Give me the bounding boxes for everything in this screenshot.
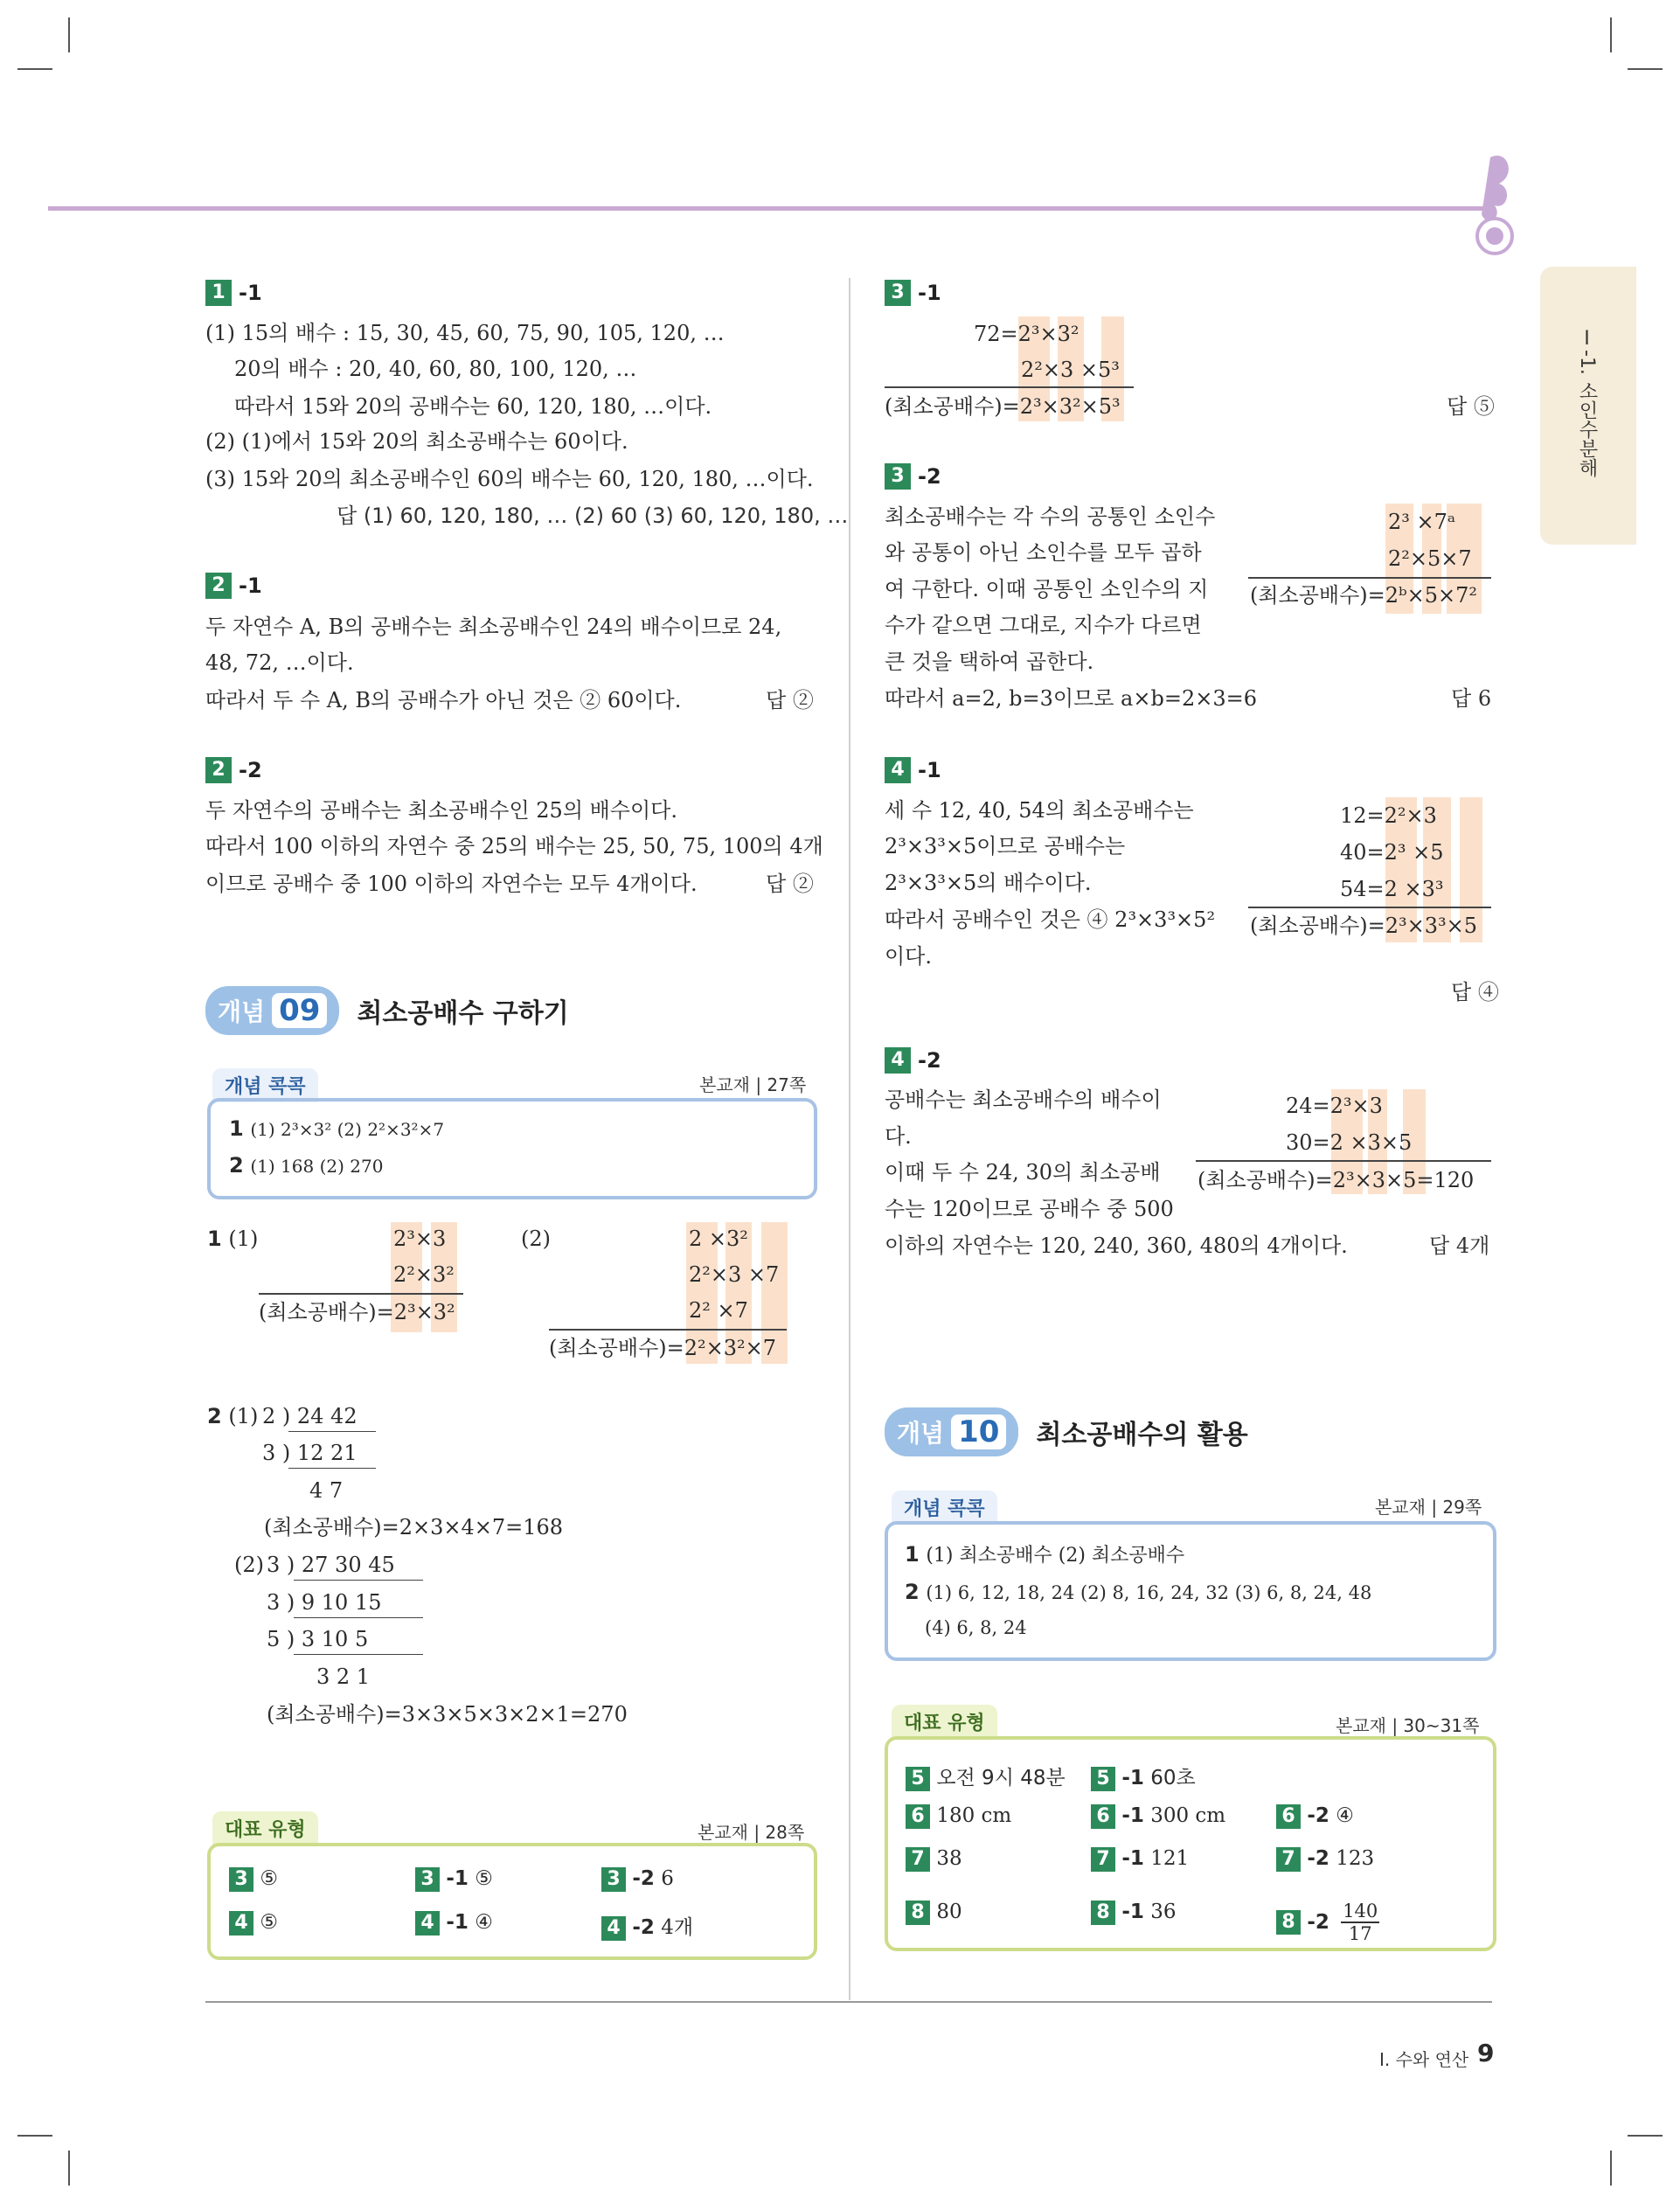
answer: 답 ②: [766, 688, 814, 712]
solution-2: [207, 1403, 258, 1429]
rep-item: [1276, 1804, 1354, 1829]
book-ref: 본교재 | 27쪽: [699, 1074, 807, 1095]
rep-num: 5: [906, 1767, 930, 1791]
problem-number: 3: [885, 463, 911, 490]
rep-item: [601, 1911, 693, 1941]
division-row: 3 ) 12 21: [262, 1441, 358, 1465]
rep-sub: -1: [1121, 1901, 1144, 1923]
problem-sub: -1: [239, 573, 262, 598]
problem-number: 2: [205, 573, 232, 599]
rep-num: 8: [1091, 1901, 1115, 1925]
rep-item: [906, 1847, 962, 1872]
rep-item: [906, 1762, 1066, 1791]
rep-value: ⑤: [475, 1867, 493, 1890]
rep-sub: -2: [1307, 1804, 1329, 1827]
problem-sub: -2: [918, 464, 941, 489]
concept-tag: 개념: [218, 997, 266, 1026]
footer-section: Ⅰ. 수와 연산: [1379, 2049, 1469, 2070]
kok-text: (1) 2³×3² (2) 2²×3²×7: [250, 1119, 445, 1140]
answer: 답 ②: [766, 872, 814, 896]
rep-value: ④: [1336, 1804, 1354, 1827]
lcm-result: (최소공배수)=2³×3²: [259, 1300, 455, 1324]
factor-row: 2³ ×7ᵃ: [1388, 510, 1456, 534]
rep-item: [906, 1901, 962, 1925]
rep-value: 123: [1336, 1847, 1375, 1870]
division-row: 3 ) 9 10 15: [267, 1590, 382, 1615]
kok-line: (4) 6, 8, 24: [925, 1617, 1027, 1638]
text-line: 수가 같으면 그대로, 지수가 다르면: [885, 613, 1202, 637]
text-line: 큰 것을 택하여 곱한다.: [885, 650, 1094, 674]
lcm-result: (최소공배수)=2²×3²×7: [549, 1336, 777, 1360]
rep-sub: -2: [1307, 1847, 1329, 1870]
rep-num: 8: [1276, 1910, 1301, 1935]
text-line: (3) 15와 20의 최소공배수인 60의 배수는 60, 120, 180, …이다.: [205, 467, 814, 491]
rep-sub: -1: [1121, 1847, 1144, 1870]
rep-item: [1091, 1847, 1189, 1872]
rule: [294, 1617, 423, 1618]
crop-mark: [17, 68, 52, 70]
rule: [288, 1431, 376, 1432]
part-label: (1): [228, 1404, 259, 1428]
rule: [1196, 1160, 1491, 1162]
rep-value: ⑤: [260, 1867, 278, 1890]
text-line: 따라서 공배수인 것은 ④ 2³×3³×5²: [885, 907, 1216, 932]
lcm-result: (최소공배수)=2³×3²×5³: [885, 394, 1121, 419]
rep-item: [906, 1804, 1011, 1829]
text-line: 와 공통이 아닌 소인수를 모두 곱하: [885, 540, 1202, 565]
rep-item: [415, 1911, 493, 1935]
rep-value: 36: [1150, 1901, 1177, 1923]
rep-item: [601, 1867, 674, 1892]
factor-row: 2²×3²: [393, 1262, 455, 1287]
factor-row: 2² ×7: [689, 1298, 748, 1323]
text-line: 두 자연수 A, B의 공배수는 최소공배수인 24의 배수이므로 24,: [205, 615, 782, 639]
rep-num: 4: [415, 1911, 440, 1935]
kok-line: [905, 1541, 1184, 1569]
text-line: 여 구한다. 이때 공통인 소인수의 지: [885, 577, 1209, 601]
kok-text: (1) 6, 12, 18, 24 (2) 8, 16, 24, 32 (3) 6, 8, 24, 48: [926, 1582, 1372, 1603]
answer: 답 ④: [1451, 980, 1499, 1004]
book-ref: 본교재 | 28쪽: [698, 1822, 805, 1843]
text-line: 20의 배수 : 20, 40, 60, 80, 100, 120, …: [234, 357, 637, 381]
crop-mark: [1628, 2135, 1663, 2137]
text-line: 다.: [885, 1124, 912, 1149]
kok-tab: 개념 콕콕: [212, 1068, 318, 1102]
fraction: [1341, 1901, 1379, 1944]
concept-badge: [885, 1407, 1018, 1456]
kok-box: [207, 1098, 817, 1199]
problem-3-2-header: [885, 463, 941, 490]
factor-row: 40=2³ ×5: [1340, 840, 1444, 865]
lcm-result: (최소공배수)=2³×3×5=120: [1198, 1168, 1475, 1192]
factor-row: 2²×3 ×7: [689, 1262, 780, 1287]
crop-mark: [17, 2135, 52, 2137]
rep-value: 80: [936, 1901, 962, 1923]
rule: [259, 1293, 463, 1295]
kok-num: 1: [229, 1116, 244, 1141]
concept-badge: [205, 986, 339, 1035]
rep-value: ⑤: [260, 1911, 278, 1934]
problem-2-1-header: [205, 573, 262, 599]
problem-number: 4: [885, 757, 911, 783]
side-tab-label: Ⅰ-1. 소인수분해: [1576, 328, 1598, 477]
solution-num: 1: [207, 1227, 222, 1251]
problem-sub: -1: [918, 281, 941, 305]
rep-num: 3: [601, 1867, 626, 1892]
text-line: 2³×3³×5이므로 공배수는: [885, 834, 1126, 858]
text-line: 수는 120이므로 공배수 중 500: [885, 1197, 1174, 1221]
factor-row: 2²×5×7: [1388, 546, 1472, 571]
rule: [549, 1329, 787, 1331]
kok-num: 2: [229, 1153, 244, 1178]
text-line: 따라서 100 이하의 자연수 중 25의 배수는 25, 50, 75, 100의 4개: [205, 834, 823, 858]
crop-mark: [1610, 17, 1612, 52]
rep-value: 180 cm: [936, 1804, 1012, 1827]
kok-line: [229, 1115, 444, 1143]
rep-tab: 대표 유형: [892, 1705, 997, 1739]
kok-line: [905, 1579, 1371, 1606]
rep-num: 5: [1091, 1767, 1115, 1791]
lcm-result: (최소공배수)=3×3×5×3×2×1=270: [267, 1702, 628, 1727]
concept-number: 09: [272, 993, 327, 1028]
problem-number: 1: [205, 280, 232, 306]
problem-sub: -1: [918, 758, 941, 782]
answer: 답 ⑤: [1447, 394, 1495, 419]
text-line: 48, 72, …이다.: [205, 650, 354, 675]
division-row: 3 2 1: [316, 1664, 371, 1689]
text-line: 따라서 15와 20의 공배수는 60, 120, 180, …이다.: [234, 394, 712, 419]
page-number: 9: [1477, 2039, 1495, 2067]
factor-row: 12=2²×3: [1340, 803, 1437, 828]
text-line: 두 자연수의 공배수는 최소공배수인 25의 배수이다.: [205, 798, 677, 823]
division-row: 5 ) 3 10 5: [267, 1627, 369, 1651]
problem-number: 2: [205, 757, 232, 783]
part-label: (2): [521, 1227, 551, 1251]
rep-value: 6: [661, 1867, 674, 1890]
concept-09-heading: [205, 986, 569, 1035]
factor-row: 2 ×3²: [689, 1227, 748, 1251]
rep-item: [229, 1867, 278, 1892]
rep-value: 60초: [1150, 1767, 1196, 1790]
kok-text: (1) 168 (2) 270: [250, 1156, 384, 1177]
lcm-result: (최소공배수)=2³×3³×5: [1250, 914, 1478, 938]
concept-tag: 개념: [897, 1419, 945, 1448]
crop-mark: [68, 2151, 70, 2186]
rep-num: 3: [415, 1867, 440, 1892]
kok-num: 1: [905, 1542, 920, 1567]
crop-mark: [68, 17, 70, 52]
problem-sub: -1: [239, 281, 262, 305]
problem-2-2-header: [205, 757, 262, 783]
problem-number: 3: [885, 280, 911, 306]
footer-rule: [205, 2001, 1492, 2003]
factor-row: 54=2 ×3³: [1340, 877, 1444, 901]
header-rule: [48, 206, 1486, 211]
rep-num: 6: [1091, 1804, 1115, 1829]
rule: [1248, 577, 1491, 579]
rep-value: 121: [1150, 1847, 1190, 1870]
fraction-denominator: 17: [1348, 1923, 1372, 1944]
text-line: 이다.: [885, 944, 932, 969]
concept-title: 최소공배수의 활용: [1036, 1420, 1248, 1450]
answer: 답 6: [1451, 686, 1492, 711]
rule: [885, 386, 1134, 388]
rule: [1248, 907, 1491, 908]
rep-box: [207, 1843, 817, 1960]
book-ref: 본교재 | 30~31쪽: [1336, 1715, 1480, 1736]
text-line: 이하의 자연수는 120, 240, 360, 480의 4개이다.: [885, 1234, 1348, 1258]
rep-sub: -2: [632, 1916, 655, 1939]
rep-num: 7: [1091, 1847, 1115, 1872]
rep-value: 4개: [661, 1916, 694, 1939]
chapter-side-tab: [1540, 267, 1636, 545]
rep-sub: -2: [632, 1867, 655, 1890]
rule: [294, 1654, 423, 1655]
part-label: (2): [234, 1553, 264, 1577]
rep-item: [229, 1911, 278, 1935]
text-line: 세 수 12, 40, 54의 최소공배수는: [885, 798, 1194, 823]
kok-tab: 개념 콕콕: [892, 1491, 997, 1525]
answer: 답 (1) 60, 120, 180, … (2) 60 (3) 60, 120, 180, …: [337, 504, 849, 528]
problem-3-1-header: [885, 280, 941, 306]
rep-num: 8: [906, 1901, 930, 1925]
rep-item: [415, 1867, 493, 1892]
rep-item: [1276, 1847, 1374, 1872]
rep-sub: -1: [446, 1867, 469, 1890]
rep-sub: -1: [1121, 1804, 1144, 1827]
text-line: 따라서 두 수 A, B의 공배수가 아닌 것은 ② 60이다.: [205, 688, 682, 712]
rep-num: 7: [1276, 1847, 1301, 1872]
solution-1: [207, 1226, 258, 1252]
text-line: 최소공배수는 각 수의 공통인 소인수: [885, 504, 1216, 529]
text-line: 공배수는 최소공배수의 배수이: [885, 1088, 1162, 1112]
crop-mark: [1628, 68, 1663, 70]
fraction-numerator: 140: [1343, 1901, 1378, 1922]
lcm-result: (최소공배수)=2×3×4×7=168: [264, 1515, 564, 1539]
rep-item: [1091, 1804, 1225, 1829]
rule: [294, 1580, 423, 1581]
division-row: 3 ) 27 30 45: [267, 1553, 395, 1577]
rep-tab: 대표 유형: [212, 1811, 318, 1845]
factor-row: 72=2³×3²: [974, 322, 1080, 346]
factor-row: 30=2 ×3×5: [1286, 1130, 1413, 1155]
text-line: (2) (1)에서 15와 20의 최소공배수는 60이다.: [205, 429, 628, 454]
problem-1-1-header: [205, 280, 262, 306]
rep-value: 300 cm: [1150, 1804, 1226, 1827]
text-line: 따라서 a=2, b=3이므로 a×b=2×3=6: [885, 686, 1257, 711]
problem-4-1-header: [885, 757, 941, 783]
kok-text: (1) 최소공배수 (2) 최소공배수: [926, 1545, 1185, 1567]
concept-title: 최소공배수 구하기: [357, 998, 569, 1029]
rep-sub: -1: [446, 1911, 469, 1934]
rep-num: 6: [906, 1804, 930, 1829]
rep-num: 4: [229, 1911, 253, 1935]
crop-mark: [1610, 2151, 1612, 2186]
problem-number: 4: [885, 1047, 911, 1074]
rep-item: [1276, 1901, 1379, 1944]
problem-sub: -2: [239, 758, 262, 782]
rep-num: 4: [601, 1916, 626, 1941]
solution-num: 2: [207, 1404, 222, 1428]
rule: [288, 1468, 376, 1469]
kok-line: [229, 1152, 383, 1179]
text-line: 이므로 공배수 중 100 이하의 자연수는 모두 4개이다.: [205, 872, 698, 896]
division-row: 4 7: [309, 1478, 344, 1503]
factor-row: 2²×3 ×5³: [1021, 358, 1120, 382]
division-row: 2 ) 24 42: [262, 1404, 358, 1428]
flower-ornament-icon: [1455, 149, 1534, 262]
rep-num: 6: [1276, 1804, 1301, 1829]
rep-sub: -2: [1307, 1911, 1329, 1934]
rep-num: 3: [229, 1867, 253, 1892]
concept-number: 10: [951, 1414, 1006, 1449]
text-line: 이때 두 수 24, 30의 최소공배: [885, 1160, 1161, 1185]
problem-4-2-header: [885, 1047, 941, 1074]
rep-item: [1091, 1762, 1196, 1791]
rep-value: ④: [475, 1911, 493, 1934]
factor-row: 24=2³×3: [1286, 1094, 1383, 1118]
answer: 답 4개: [1429, 1234, 1490, 1258]
factor-row: 2³×3: [393, 1227, 447, 1251]
column-divider: [849, 278, 850, 2000]
rep-item: [1091, 1901, 1176, 1925]
problem-sub: -2: [918, 1048, 941, 1073]
lcm-result: (최소공배수)=2ᵇ×5×7²: [1250, 583, 1478, 608]
part-label: (1): [228, 1227, 259, 1251]
rep-num: 7: [906, 1847, 930, 1872]
rep-value: 오전 9시 48분: [936, 1767, 1066, 1790]
book-ref: 본교재 | 29쪽: [1375, 1497, 1482, 1518]
text-line: 2³×3³×5의 배수이다.: [885, 871, 1092, 895]
rep-value: 38: [936, 1847, 962, 1870]
rep-sub: -1: [1121, 1767, 1144, 1790]
kok-num: 2: [905, 1580, 920, 1604]
concept-10-heading: [885, 1407, 1248, 1456]
text-line: (1) 15의 배수 : 15, 30, 45, 60, 75, 90, 105, 120, …: [205, 321, 725, 345]
